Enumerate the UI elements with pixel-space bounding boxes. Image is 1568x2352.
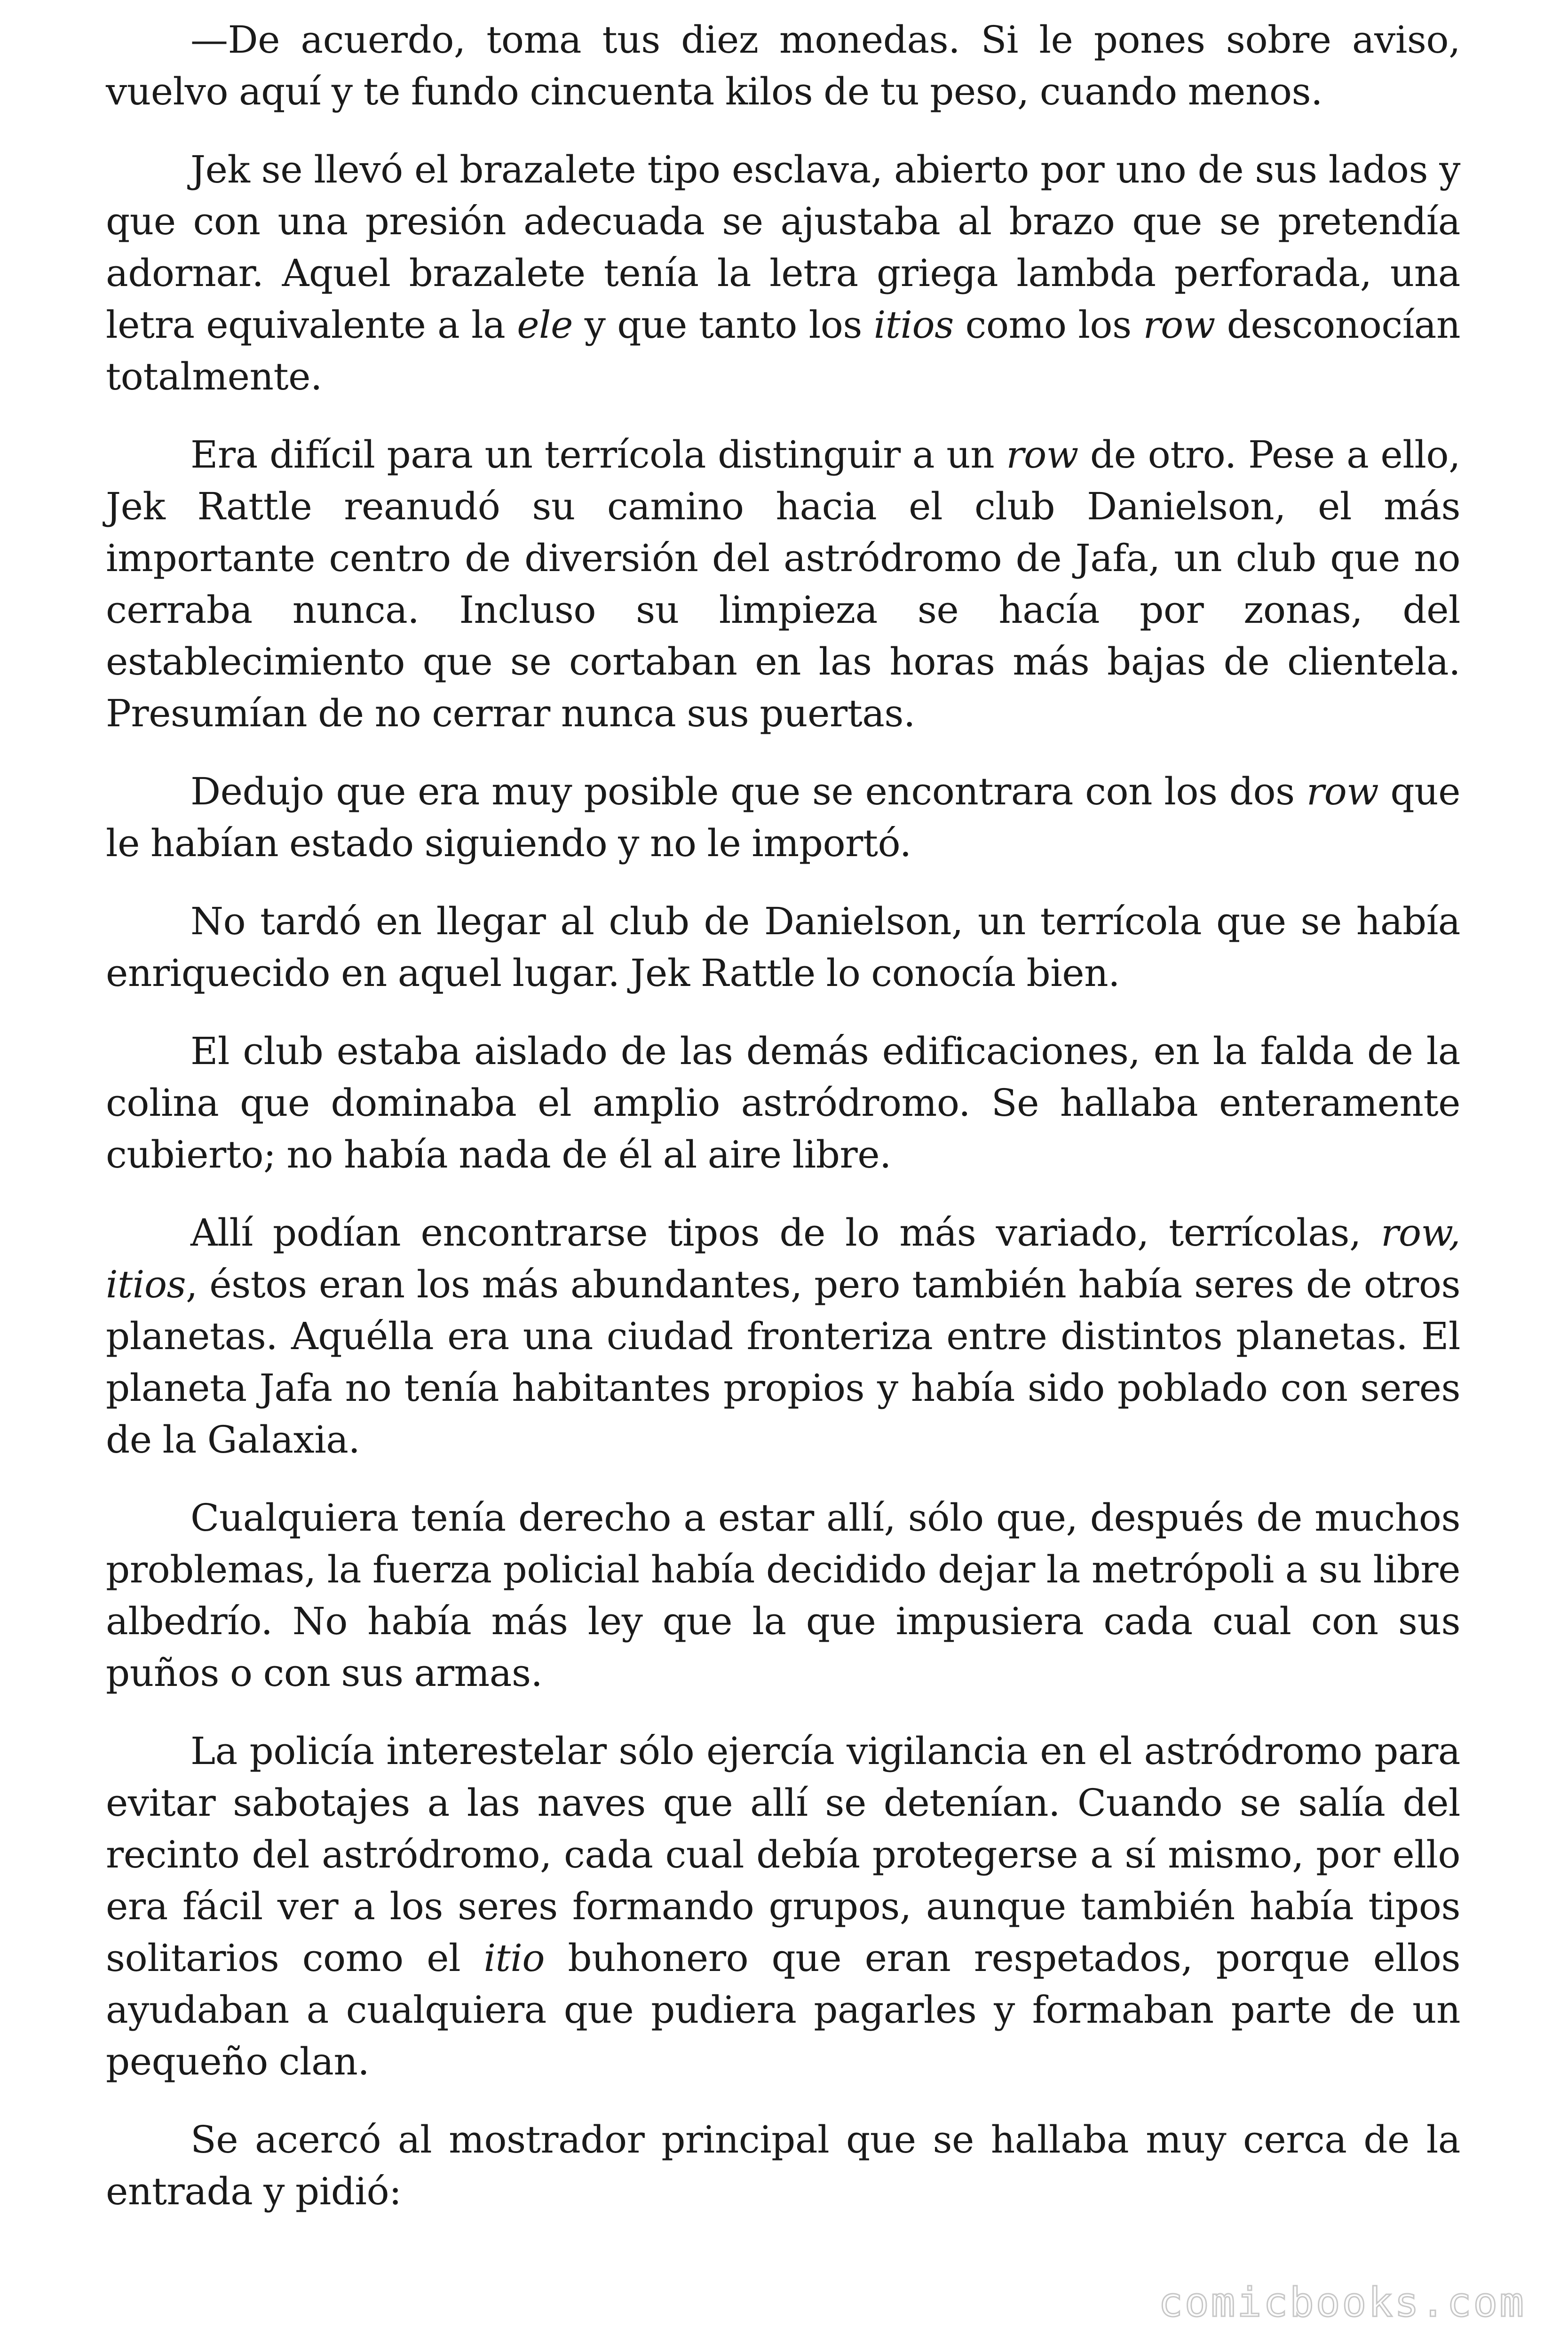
text-run: que le habían estado siguiendo y no le importó. (106, 770, 1460, 865)
text-run: No tardó en llegar al club de Danielson, un terrícola que se había enriquecido en aquel lugar. Jek Rattle lo conocía bien. (106, 899, 1460, 995)
italic-text-run: row (1006, 433, 1078, 477)
paragraph (106, 896, 1460, 999)
text-run: Dedujo que era muy posible que se encontrara con los dos (190, 770, 1307, 813)
italic-text-run: itios (873, 303, 954, 347)
paragraph (106, 14, 1460, 118)
paragraph (106, 429, 1460, 739)
text-run: como los (953, 303, 1143, 347)
italic-text-run: itio (483, 1936, 545, 1980)
text-run: Cualquiera tenía derecho a estar allí, sólo que, después de muchos problemas, la fuerza policial había decidido dejar la metrópoli a su libre albedrío. No había más ley que la que impusiera cada cual con sus puños o con sus armas. (106, 1496, 1460, 1695)
text-run: y que tanto los (572, 303, 874, 347)
watermark: comicbooks.com (1158, 2279, 1526, 2326)
italic-text-run: ele (517, 303, 573, 347)
paragraph (106, 1207, 1460, 1466)
text-run: buhonero que eran respetados, porque ellos ayudaban a cualquiera que pudiera pagarles y formaban parte de un pequeño clan. (106, 1936, 1461, 2083)
text-run: La policía interestelar sólo ejercía vigilancia en el astródromo para evitar sabotajes a las naves que allí se detenían. Cuando se salía del recinto del astródromo, cada cual debía protegerse a sí mismo, por ello era fácil ver a los seres formando grupos, aunque también había tipos solitarios como el (106, 1729, 1460, 1980)
text-run: desconocían totalmente. (106, 303, 1460, 398)
text-run: Allí podían encontrarse tipos de lo más variado, terrícolas, (190, 1211, 1381, 1255)
paragraph (106, 766, 1460, 869)
paragraph (106, 144, 1460, 403)
text-run: de otro. Pese a ello, Jek Rattle reanudó su camino hacia el club Danielson, el más importante centro de diversión del astródromo de Jafa, un club que no cerraba nunca. Incluso su limpieza se hacía por zonas, del establecimiento que se cortaban en las horas más bajas de clientela. Presumían de no cerrar nunca sus puertas. (106, 433, 1461, 735)
italic-text-run: row (1143, 303, 1215, 347)
paragraph (106, 2114, 1460, 2217)
text-run: Era difícil para un terrícola distinguir a un (190, 433, 1006, 477)
italic-text-run: row, itios (106, 1211, 1460, 1306)
paragraph (106, 1025, 1460, 1181)
text-run: Jek se llevó el brazalete tipo esclava, abierto por uno de sus lados y que con una presión adecuada se ajustaba al brazo que se pretendía adornar. Aquel brazalete tenía la letra griega lambda perforada, una letra equivalente a la (106, 148, 1460, 347)
text-run: , éstos eran los más abundantes, pero también había seres de otros planetas. Aquélla era una ciudad fronteriza entre distintos planetas. El planeta Jafa no tenía habitantes propios y había sido poblado con seres de la Galaxia. (106, 1263, 1460, 1462)
italic-text-run: row (1306, 770, 1379, 813)
paragraph (106, 1492, 1460, 1699)
text-run: Se acercó al mostrador principal que se hallaba muy cerca de la entrada y pidió: (106, 2118, 1460, 2213)
text-run: El club estaba aislado de las demás edificaciones, en la falda de la colina que dominaba el amplio astródromo. Se hallaba enteramente cubierto; no había nada de él al aire libre. (106, 1029, 1460, 1176)
page-body (106, 14, 1460, 2244)
text-run: —De acuerdo, toma tus diez monedas. Si le pones sobre aviso, vuelvo aquí y te fundo cincuenta kilos de tu peso, cuando menos. (106, 18, 1460, 113)
paragraph (106, 1725, 1460, 2088)
